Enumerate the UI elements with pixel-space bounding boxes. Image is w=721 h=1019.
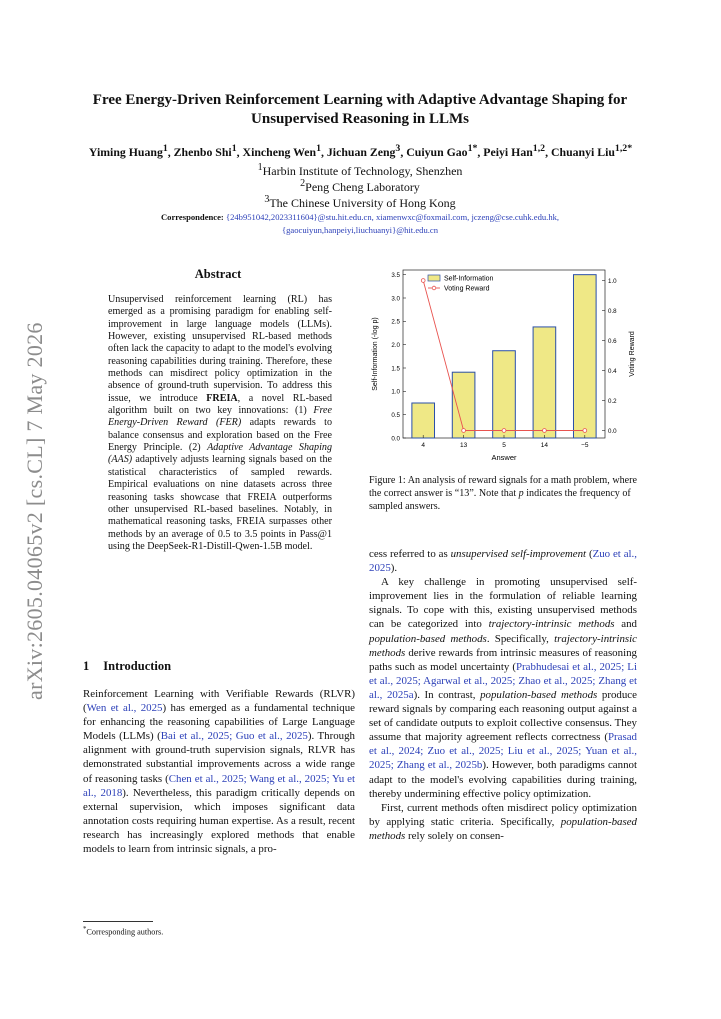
author: Jichuan Zeng [326, 144, 396, 159]
x-tick-label: 5 [502, 442, 506, 449]
y2-tick-label: 0.8 [608, 307, 617, 315]
y-tick-label: 3.0 [391, 295, 400, 303]
correspondence-emails-1[interactable]: {24b951042,2023311604}@stu.hit.edu.cn, xiamenwxc@foxmail.com, jczeng@cse.cuhk.edu.hk, [225, 212, 560, 222]
citation-link[interactable]: Prabhudesai et al., 2025; Li et al., 2025; Agarwal et al., 2025; Zhao et al., 2025; Zhang et al., 2025a [369, 660, 637, 701]
y-tick-label: 1.5 [391, 365, 400, 373]
author: Cuiyun Gao [406, 144, 468, 159]
section-number: 1 [83, 659, 90, 673]
x-tick-label: 13 [459, 442, 468, 449]
author: Chuanyi Liu [550, 144, 615, 159]
y2-tick-label: 0.0 [608, 427, 617, 435]
legend-label-self-information: Self-Information [444, 275, 494, 283]
caption-symbol: p [518, 488, 524, 499]
affiliation-sup: 2 [300, 178, 306, 189]
body-term: trajectory-intrinsic methods [369, 632, 637, 659]
intro-right-column: cess referred to as unsupervised self-improvement (Zuo et al., 2025). A key challenge in promoting unsupervised self-improvement lies in the formulation of reliable learning signals. To cope with this, existing unsupervised methods can be categorized into trajectory-intrinsic methods and population-based methods. Specifically, trajectory-intrinsic methods derive rewards from intrinsic measures of reasoning paths such as model uncertainty (Prabhudesai et al., 2025; Li et al., 2025; Agarwal et al., 2025; Zhao et al., 2025; Zhang et al., 2025a). In contrast, population-based methods produce reward signals by comparing each reasoning output against a set of candidate outputs to exploit collective consensus. They assume that majority agreement reflects correctness (Prasad et al., 2024; Zuo et al., 2025; Liu et al., 2025; Yuan et al., 2025; Zhang et al., 2025b). However, both paradigms cannot adapt to the model's evolving capabilities during training, thereby undermining effective policy optimization. First, current methods often misdirect policy optimization by applying static criteria. Specifically, population-based methods rely solely on consen- [369, 548, 637, 842]
body-text: First, current methods often misdirect policy optimization by applying static criteria. Specifically, [369, 801, 637, 828]
x-tick-label: −5 [581, 442, 589, 449]
footnote-marker: * [83, 926, 87, 933]
voting-reward-point [583, 429, 587, 433]
correspondence-label: Correspondence: [160, 212, 224, 222]
y2-axis-label: Voting Reward [629, 331, 636, 377]
voting-reward-point [462, 429, 466, 433]
author: Zhenbo Shi [173, 144, 232, 159]
figure-1-caption [369, 474, 637, 513]
legend-line-marker [432, 286, 436, 290]
body-text: Reinforcement Learning with Verifiable Rewards (RLVR) ( [83, 688, 355, 715]
abstract-term: Adaptive Advantage Shaping (AAS) [108, 442, 332, 466]
self-information-bar [573, 275, 596, 438]
voting-reward-point [543, 429, 547, 433]
affiliation-sup: 3 [264, 194, 270, 205]
self-information-bar [412, 403, 435, 438]
self-information-bar [533, 327, 556, 438]
citation-link[interactable]: Wen et al., 2025 [86, 702, 163, 715]
y-tick-label: 3.5 [391, 271, 400, 279]
abstract-text: , a novel RL-based algorithm built on two key innovations: (1) [108, 392, 332, 417]
y-tick-label: 1.0 [391, 388, 400, 396]
body-term: population-based methods [480, 688, 598, 701]
voting-reward-point [502, 429, 506, 433]
author-affil-sup: 1 [231, 143, 237, 154]
citation-link[interactable]: Bai et al., 2025; Guo et al., 2025 [160, 730, 308, 743]
right-axis-ticks [602, 278, 617, 435]
self-information-bars [412, 275, 596, 438]
arxiv-identifier: arXiv:2605.04065v2 [cs.CL] 7 May 2026 [22, 322, 47, 700]
body-text: rely solely on consen- [405, 829, 504, 842]
abstract-term: Free Energy-Driven Reward (FER) [108, 405, 332, 429]
x-tick-label: 14 [540, 442, 549, 449]
y2-tick-label: 1.0 [608, 277, 617, 285]
method-name: FREIA [206, 392, 238, 404]
abstract-text: adapts rewards to balance consensus and exploration based on the Free Energy Principle. (2) [108, 417, 332, 454]
section-heading [83, 659, 185, 674]
paper-title: Free Energy-Driven Reinforcement Learning with Adaptive Advantage Shaping for Unsupervised Reasoning in LLMs [92, 92, 628, 127]
y-tick-label: 2.5 [391, 318, 400, 326]
y-tick-label: 2.0 [391, 341, 400, 349]
y2-tick-label: 0.6 [608, 337, 617, 345]
body-text: produce reward signals by comparing each reasoning output against a set of candidate outputs to exploit collective consensus. They assume that majority agreement reflects correctness ( [369, 688, 637, 744]
footnote [83, 926, 163, 937]
x-tick-label: 4 [421, 442, 426, 449]
citation-link[interactable]: Prasad et al., 2024; Zuo et al., 2025; Liu et al., 2025; Yuan et al., 2025; Zhang et al., 2025b [369, 731, 637, 772]
body-term: trajectory-intrinsic methods [488, 618, 615, 631]
y-axis-label: Self-Information (-log p) [372, 317, 379, 391]
y2-tick-label: 0.2 [608, 397, 617, 405]
abstract-heading: Abstract [194, 267, 242, 281]
author-affil-sup: 1 [162, 143, 168, 154]
y2-tick-label: 0.4 [608, 367, 617, 375]
author: Yiming Huang [88, 144, 163, 159]
left-axis-ticks [391, 272, 406, 442]
x-axis-label: Answer [491, 453, 517, 462]
voting-reward-point [421, 279, 425, 283]
author: Xincheng Wen [242, 144, 317, 159]
body-term: population-based methods [369, 632, 487, 645]
author-affil-sup: 1,2 [532, 143, 546, 154]
author-affil-sup: 1 [316, 143, 321, 154]
author-affil-sup: 1,2* [614, 143, 633, 154]
citation-link[interactable]: Zuo et al., 2025 [369, 548, 637, 575]
legend-swatch-bars [428, 275, 440, 281]
intro-left-column [83, 687, 355, 856]
y-tick-label: 0.0 [391, 435, 400, 443]
correspondence-emails-2[interactable]: {gaocuiyun,hanpeiyi,liuchuanyi}@hit.edu.cn [281, 225, 438, 235]
chart-legend [428, 275, 494, 293]
y-tick-label: 0.5 [391, 411, 400, 419]
author-list: Yiming Huang$^1$, Zhenbo Shi$^1$, Xincheng Wen$^1$, Jichuan Zeng$^3$, Cuiyun Gao$^{1*}$, Peiyi Han$^{1,2}$, Chuanyi Liu$^{1,2*}$ [88, 143, 633, 159]
affiliation-3 [110, 192, 610, 211]
affiliation-name: Harbin Institute of Technology, Shenzhen [262, 164, 463, 178]
body-text: and [614, 618, 637, 631]
body-text: . Specifically, [486, 632, 555, 645]
reward-analysis-chart [368, 268, 640, 464]
caption-text: Figure 1: An analysis of reward signals for a math problem, where the correct answer is “13”. Note that [369, 475, 637, 499]
footnote-rule [83, 921, 153, 922]
author-affil-sup: 1* [467, 143, 478, 154]
author-affil-sup: 3 [395, 143, 401, 154]
body-text: ). Through alignment with ground-truth supervision signals, RLVR has demonstrated substantial improvements across a wide range of reasoning tasks ( [83, 730, 355, 785]
citation-link[interactable]: Chen et al., 2025; Wang et al., 2025; Yu et al., 2018 [83, 772, 355, 799]
section-title: Introduction [103, 659, 172, 673]
body-text: ). In contrast, [413, 688, 481, 701]
body-text: ) has emerged as a fundamental technique for enhancing the reasoning capabilities of Large Language Models (LLMs) ( [83, 702, 355, 743]
correspondence [90, 211, 630, 237]
self-information-bar [452, 372, 475, 438]
self-information-bar [493, 351, 516, 438]
abstract-text: adaptively adjusts learning signals based on the statistical characteristics of sampled rewards. Empirical evaluations on nine datasets across three reasoning tasks showcase that FREIA outperforms other unsupervised RL-based baselines. Notably, in mathematical reasoning tasks, FREIA surpasses other methods by an average of 0.5 to 3.5 points in Pass@1 using the DeepSeek-R1-Distill-Qwen-1.5B model. [108, 454, 332, 552]
body-term: unsupervised self-improvement [450, 548, 587, 560]
body-text: cess referred to as [369, 548, 451, 560]
abstract-text: Unsupervised reinforcement learning (RL) has emerged as a promising paradigm for enabling self-improvement in large language models (LLMs). However, existing unsupervised RL-based methods often lack the capacity to adapt to the model's evolving reasoning capabilities during training. Therefore, these methods can misdirect policy optimization in the absence of ground-truth supervision. To address this issue, we introduce [108, 294, 332, 404]
body-text: ). Nevertheless, this paradigm critically depends on external supervision, which imposes significant data annotation costs requiring human expertise. As a result, recent research has increasingly explored methods that enable models to learn from intrinsic signals, a pro- [83, 786, 355, 856]
footnote-text: Corresponding authors. [86, 927, 164, 937]
affiliation-name: Peng Cheng Laboratory [305, 180, 420, 194]
body-text: ). However, both paradigms cannot adapt to the model's evolving capabilities during training, thereby undermining effective policy optimization. [369, 759, 637, 800]
body-text: A key challenge in promoting unsupervised self-improvement lies in the formulation of reliable learning signals. To cope with this, existing unsupervised methods can be categorized into [369, 576, 637, 631]
legend-label-voting-reward: Voting Reward [444, 285, 490, 293]
abstract-body [108, 294, 332, 553]
body-term: population-based methods [369, 815, 637, 842]
affiliation-sup: 1 [257, 162, 263, 173]
affiliation-name: The Chinese University of Hong Kong [269, 196, 456, 210]
body-text: derive rewards from intrinsic measures of reasoning paths such as model uncertainty ( [369, 646, 637, 673]
author: Peiyi Han [483, 144, 533, 159]
caption-text: indicates the frequency of sampled answers. [369, 488, 631, 512]
